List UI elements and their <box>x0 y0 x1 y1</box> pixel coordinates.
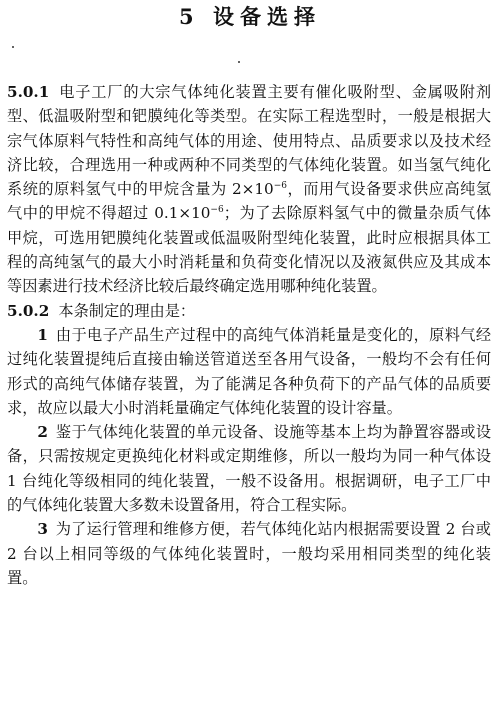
clause-intro: 本条制定的理由是： <box>58 301 196 320</box>
clause-5-0-2 <box>7 299 491 323</box>
clause-text: 电子工厂的大宗气体纯化装置主要有催化吸附型、金属吸附剂型、低温吸附型和钯膜纯化等类型。在实际工程选型时，一般是根据大宗气体原料气特性和高纯气体的用途、使用特点、品质要求以及技术经济比较，合理选用一种或两种不同类型的气体纯化装置。如当氢气纯化系统的原料氢气中的甲烷含量为 2×10 <box>7 83 491 199</box>
body-text <box>7 80 491 590</box>
item-text: 为了运行管理和维修方便，若气体纯化站内根据需要设置 2 台或 2 台以上相同等级的气体纯化装置时，一般均采用相同类型的纯化装置。 <box>7 520 491 587</box>
clause-item <box>7 323 491 420</box>
clause-text: ；为了去除原料氢气中的微量杂质气体甲烷，可选用钯膜纯化装置或低温吸附型纯化装置，此时应根据具体工程的高纯氢气的最大小时消耗量和负荷变化情况以及液氮供应及其成本等因素进行技术经济比较后最终确定选用哪种纯化装置。 <box>7 204 491 296</box>
superscript-exponent: −6 <box>273 181 288 192</box>
clause-number: 5.0.2 <box>7 301 50 320</box>
clause-5-0-1 <box>7 80 491 299</box>
item-text: 由于电子产品生产过程中的高纯气体消耗量是变化的，原料气经过纯化装置提纯后直接由输送管道送至各用气设备，一般均不会有任何形式的高纯气体储存装置，为了能满足各种负荷下的产品气体的品质要求，故应以最大小时消耗量确定气体纯化装置的设计容量。 <box>7 325 491 417</box>
item-number: 1 <box>37 325 48 344</box>
item-number: 3 <box>37 520 48 539</box>
chapter-title: 5 设备选择 <box>179 4 321 29</box>
clause-text: ，而用气设备要求供应高纯氢气中的甲烷不得超过 0.1×10 <box>7 180 492 223</box>
scan-speck <box>238 61 240 63</box>
clause-number: 5.0.1 <box>7 83 50 101</box>
clause-item <box>7 517 491 590</box>
superscript-exponent: −6 <box>210 205 224 216</box>
item-text: 鉴于气体纯化装置的单元设备、设施等基本上均为静置容器或设备，只需按规定更换纯化材料或定期维修，所以一般均为同一种气体设 1 台纯化等级相同的纯化装置，一般不设备用。根据调研，电子工厂中的气体纯化装置大多数未设置备用，符合工程实际。 <box>7 423 491 515</box>
clause-item <box>7 420 491 517</box>
scan-speck <box>12 46 14 48</box>
item-number: 2 <box>37 423 48 442</box>
